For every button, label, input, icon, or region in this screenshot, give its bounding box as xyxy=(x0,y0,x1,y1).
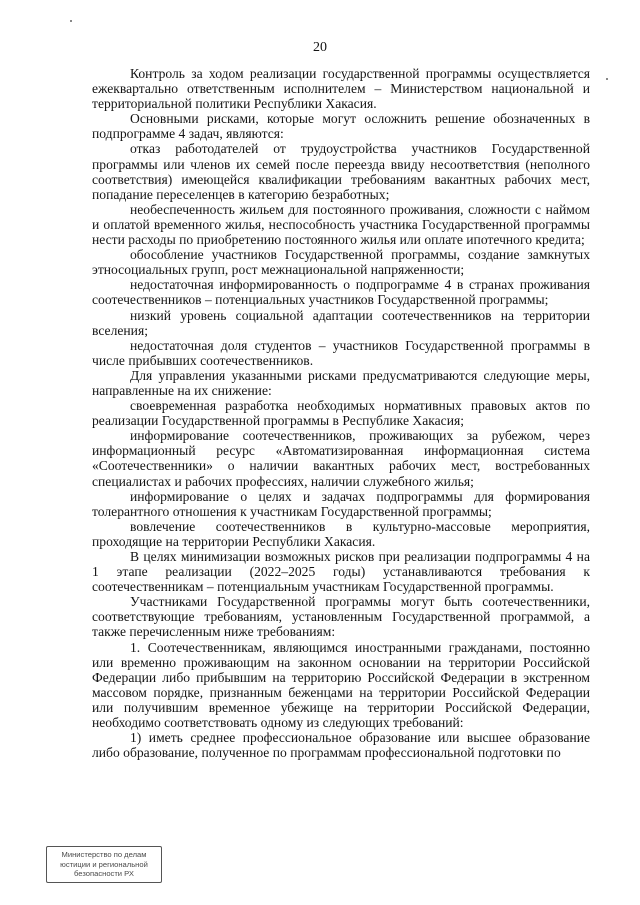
stamp-line: юстиции и региональной xyxy=(60,859,148,869)
scan-speck xyxy=(606,78,608,80)
paragraph-risk-awareness: недостаточная информированность о подпрограмме 4 в странах проживания соотечественников – потенциальных участников Государственной программы; xyxy=(92,277,590,308)
document-body xyxy=(92,66,590,760)
page-number: 20 xyxy=(313,40,327,55)
paragraph-requirement-1-1: 1) иметь среднее профессиональное образование или высшее образование либо образование, полученное по программам профессиональной подготовки по xyxy=(92,730,590,761)
ministry-stamp xyxy=(46,846,162,883)
paragraph-measure-cultural-events: вовлечение соотечественников в культурно-массовые мероприятия, проходящие на территории Республики Хакасия. xyxy=(92,518,590,549)
stamp-line: безопасности РХ xyxy=(74,869,134,879)
paragraph-risk-employers: отказ работодателей от трудоустройства участников Государственной программы или членов их семей после переезда ввиду несоответствия (неполного соответствия) имеющейся квалификации требованиям вакантных рабочих мест, попадание переселенцев в категорию безработных; xyxy=(92,141,590,202)
scan-speck xyxy=(70,20,72,22)
paragraph-risk-adaptation: низкий уровень социальной адаптации соотечественников на территории вселения; xyxy=(92,307,590,338)
paragraph-risk-isolation: обособление участников Государственной программы, создание замкнутых этносоциальных групп, рост межнациональной напряженности; xyxy=(92,247,590,278)
paragraph-risks-intro: Основными рисками, которые могут осложнить решение обозначенных в подпрограмме 4 задач, являются: xyxy=(92,111,590,142)
paragraph-measures-intro: Для управления указанными рисками предусматриваются следующие меры, направленные на их снижение: xyxy=(92,367,590,398)
paragraph-requirement-1: 1. Соотечественникам, являющимся иностранными гражданами, постоянно или временно проживающим на законном основании на территории Российской Федерации либо прибывшим на территорию Российской Федерации в экстренном массовом порядке, признанным беженцами на территории Российской Федерации или получившим временное убежище на территории Российской Федерации, необходимо соответствовать одному из следующих требований: xyxy=(92,639,590,731)
paragraph-risk-housing: необеспеченность жильем для постоянного проживания, сложности с наймом и оплатой временного жилья, неспособность участника Государственной программы нести расходы по приобретению постоянного жилья или оплате ипотечного кредита; xyxy=(92,201,590,248)
paragraph-participants: Участниками Государственной программы могут быть соотечественники, соответствующие требованиям, установленным Государственной программой, а также перечисленным ниже требованиям: xyxy=(92,594,590,640)
paragraph-control: Контроль за ходом реализации государственной программы осуществляется ежеквартально ответственным исполнителем – Министерством национальной и территориальной политики Республики Хакасия. xyxy=(92,66,590,112)
paragraph-requirements-intro: В целях минимизации возможных рисков при реализации подпрограммы 4 на 1 этапе реализации (2022–2025 годы) устанавливаются требования к соотечественникам – потенциальным участникам Государственной программы. xyxy=(92,549,590,595)
paragraph-risk-students: недостаточная доля студентов – участников Государственной программы в числе прибывших соотечественников. xyxy=(92,337,590,368)
stamp-line: Министерство по делам xyxy=(61,850,147,859)
paragraph-measure-legal-acts: своевременная разработка необходимых нормативных правовых актов по реализации Государственной программы в Республике Хакасия; xyxy=(92,398,590,429)
paragraph-measure-informing-abroad: информирование соотечественников, проживающих за рубежом, через информационный ресурс «Автоматизированная информационная система «Соотечественники» о наличии вакантных рабочих мест, востребованных специалистах и рабочих профессиях, наличии служебного жилья; xyxy=(92,428,590,489)
paragraph-measure-tolerance: информирование о целях и задачах подпрограммы для формирования толерантного отношения к участникам Государственной программы; xyxy=(92,488,590,519)
